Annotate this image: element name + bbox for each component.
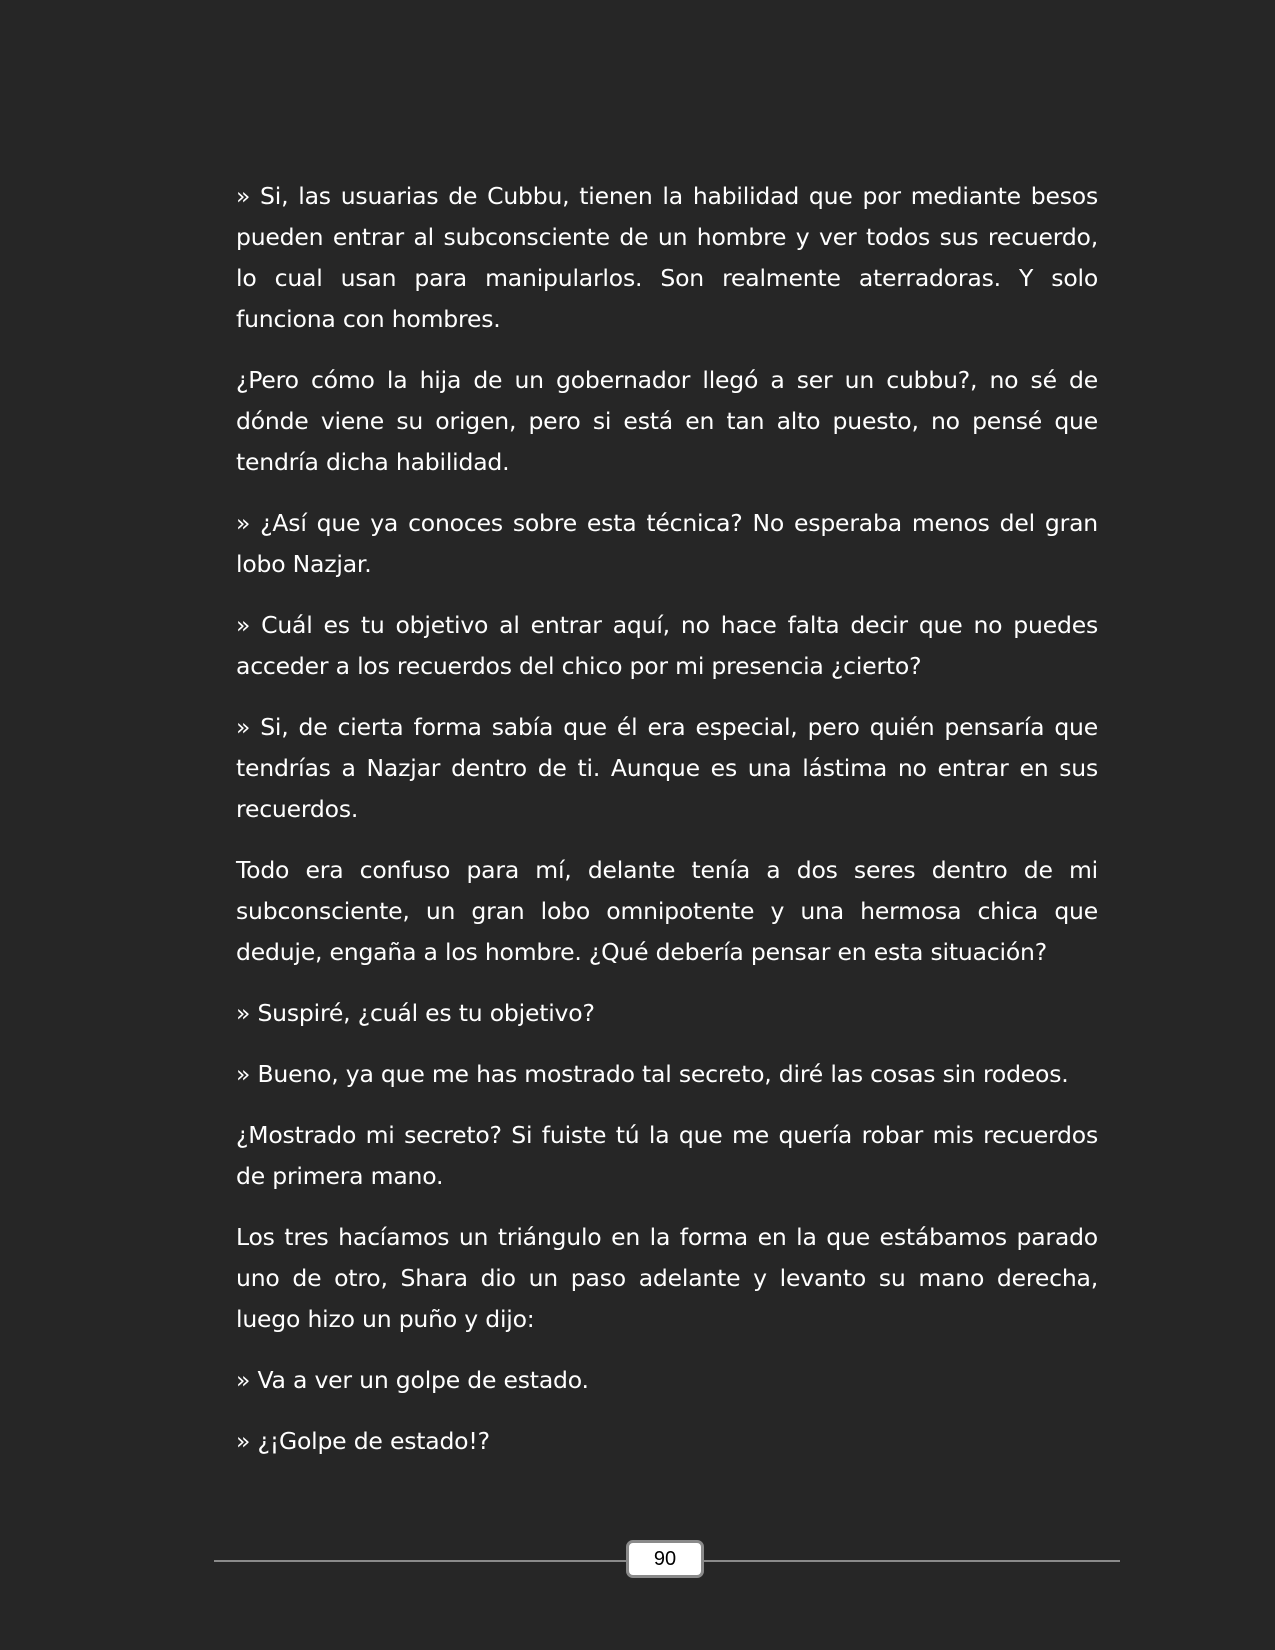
paragraph: ¿Mostrado mi secreto? Si fuiste tú la que me quería robar mis recuerdos de primera mano. [236, 1121, 1098, 1190]
paragraph: Todo era confuso para mí, delante tenía a dos seres dentro de mi subconsciente, un gran lobo omnipotente y una hermosa chica que deduje, engaña a los hombre. ¿Qué debería pensar en esta situación? [236, 856, 1098, 966]
paragraph: » ¿¡Golpe de estado!? [236, 1427, 490, 1455]
paragraph: ¿Pero cómo la hija de un gobernador llegó a ser un cubbu?, no sé de dónde viene su origen, pero si está en tan alto puesto, no pensé que tendría dicha habilidad. [236, 366, 1098, 476]
paragraph: Los tres hacíamos un triángulo en la forma en la que estábamos parado uno de otro, Shara dio un paso adelante y levanto su mano derecha, luego hizo un puño y dijo: [236, 1223, 1098, 1333]
paragraph: » Bueno, ya que me has mostrado tal secreto, diré las cosas sin rodeos. [236, 1060, 1069, 1088]
paragraph: » Va a ver un golpe de estado. [236, 1366, 589, 1394]
paragraph: » ¿Así que ya conoces sobre esta técnica? No esperaba menos del gran lobo Nazjar. [236, 509, 1098, 578]
paragraph: » Cuál es tu objetivo al entrar aquí, no hace falta decir que no puedes acceder a los recuerdos del chico por mi presencia ¿cierto? [236, 611, 1098, 680]
paragraph: » Si, las usuarias de Cubbu, tienen la habilidad que por mediante besos pueden entrar al subconsciente de un hombre y ver todos sus recuerdo, lo cual usan para manipularlos. Son realmente aterradoras. Y solo funciona con hombres. [236, 182, 1098, 333]
page-body [236, 176, 1098, 1482]
paragraph: » Suspiré, ¿cuál es tu objetivo? [236, 999, 595, 1027]
page-number: 90 [653, 1547, 677, 1570]
page-footer [214, 1540, 1120, 1584]
page-number-badge [626, 1540, 704, 1578]
paragraph: » Si, de cierta forma sabía que él era especial, pero quién pensaría que tendrías a Nazjar dentro de ti. Aunque es una lástima no entrar en sus recuerdos. [236, 713, 1098, 823]
